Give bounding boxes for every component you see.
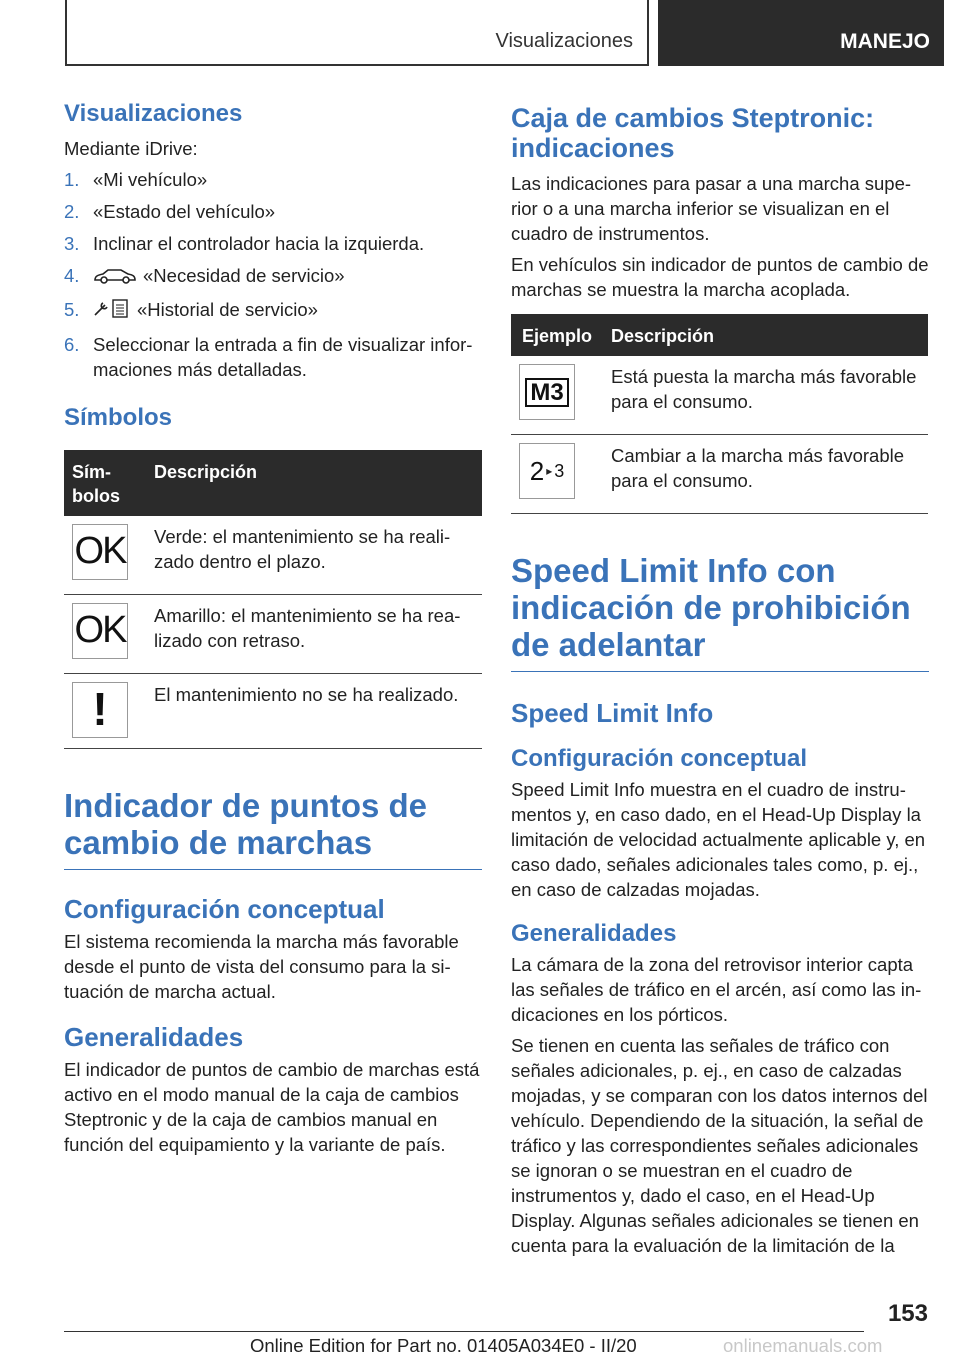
symbols-table [64,450,482,749]
table-row: M3 Está puesta la marcha más favorable para el consumo. [511,356,928,435]
simbolos-heading: Símbolos [64,403,173,431]
ok-green-icon: OK [72,524,128,580]
footer-divider [64,1331,864,1332]
table-row: 2 ▸ 3 Cambiar a la marcha más favorable para el consumo. [511,435,928,514]
table-header: Descripción [603,314,928,356]
table-row: OK Verde: el mantenimiento se ha realizado dentro el plazo. [64,516,482,595]
service-history-icon [93,297,131,325]
sli-general-text-1: La cámara de la zona del retrovisor interior capta las señales de tráfico en el arcén, así como las indicaciones en los pórticos. [511,954,922,1025]
gear-shift-indicator-heading: Indicador de puntos de cambio de marchas [64,787,482,870]
speed-limit-info-heading: Speed Limit Info con indicación de prohibición de adelantar [511,552,929,672]
sli-general-text-2: Se tienen en cuenta las señales de tráfico con señales adicionales, p. ej., en caso de calzadas mojadas, y se comparan con los datos internos del vehículo. Dependiendo de la situación, la señal de tráfico y las correspondientes señales adicionales se ignoran o se muestran en el cuadro de instrumentos y, dado el caso, en el Head-Up Display. Algunas señales adicionales se tienen en cuenta para la evaluación de la limitación de la [511,1035,928,1256]
list-item: 5. «Historial de servicio» [64,297,482,325]
visualizaciones-intro: Mediante iDrive: [64,138,198,159]
gear-m3-icon: M3 [519,364,575,420]
right-column [511,103,929,1258]
steptronic-heading: Caja de cambios Steptronic: indicaciones [511,103,875,163]
ok-yellow-icon: OK [72,603,128,659]
general-heading: Generalidades [64,1021,244,1052]
table-header: Ejemplo [511,314,603,356]
left-column [64,100,482,1157]
header-chapter-tab: MANEJO [658,0,944,66]
steptronic-text-1: Las indicaciones para pasar a una marcha superior o a una marcha inferior se visualizan en el cuadro de instrumentos. [511,173,912,244]
table-header: Descripción [146,450,482,516]
sli-general-heading: Generalidades [511,920,677,947]
sli-config-text: Speed Limit Info muestra en el cuadro de instrumentos y, en caso dado, en el Head-Up Display la limitación de velocidad actualmente aplicable y, en caso dado, señales adicionales tales como, p. ej., en caso de calzadas mojadas. [511,779,926,900]
visualizaciones-heading: Visualizaciones [64,100,243,127]
table-header: Símbolos [64,450,146,516]
exclamation-icon: ! [72,682,128,738]
steptronic-text-2: En vehículos sin indicador de puntos de cambio de marchas se muestra la marcha acoplada. [511,254,929,300]
car-icon [93,265,137,290]
footer-edition: Online Edition for Part no. 01405A034E0 - II/20 [250,1335,637,1356]
sli-config-heading: Configuración conceptual [511,745,808,772]
list-item: 6. Seleccionar la entrada a fin de visualizar informaciones más detalladas. [64,333,473,380]
example-table [511,314,928,514]
list-item: 1. «Mi vehículo» [64,169,208,190]
header-section-title: Visualizaciones [495,30,633,52]
table-row: OK Amarillo: el mantenimiento se ha realizado con retraso. [64,594,482,673]
speed-limit-info-subheading: Speed Limit Info [511,698,714,728]
watermark: onlinemanuals.com [723,1335,883,1356]
gear-shift-2-3-icon: 2 ▸ 3 [519,443,575,499]
header-section-box [65,0,649,66]
list-item: 3. Inclinar el controlador hacia la izquierda. [64,233,425,254]
table-row: ! El mantenimiento no se ha realizado. [64,673,482,748]
list-item: 4. «Necesidad de servicio» [64,263,482,290]
idrive-steps-list [64,167,482,382]
general-text: El indicador de puntos de cambio de marchas está activo en el modo manual de la caja de cambios Steptronic y de la caja de cambios manual en función del equipamiento y la variante de país. [64,1058,480,1155]
list-item: 2. «Estado del vehículo» [64,201,276,222]
config-heading: Configuración conceptual [64,893,385,924]
page-number: 153 [887,1300,928,1327]
config-text: El sistema recomienda la marcha más favorable desde el punto de vista del consumo para la situación de marcha actual. [64,930,459,1002]
